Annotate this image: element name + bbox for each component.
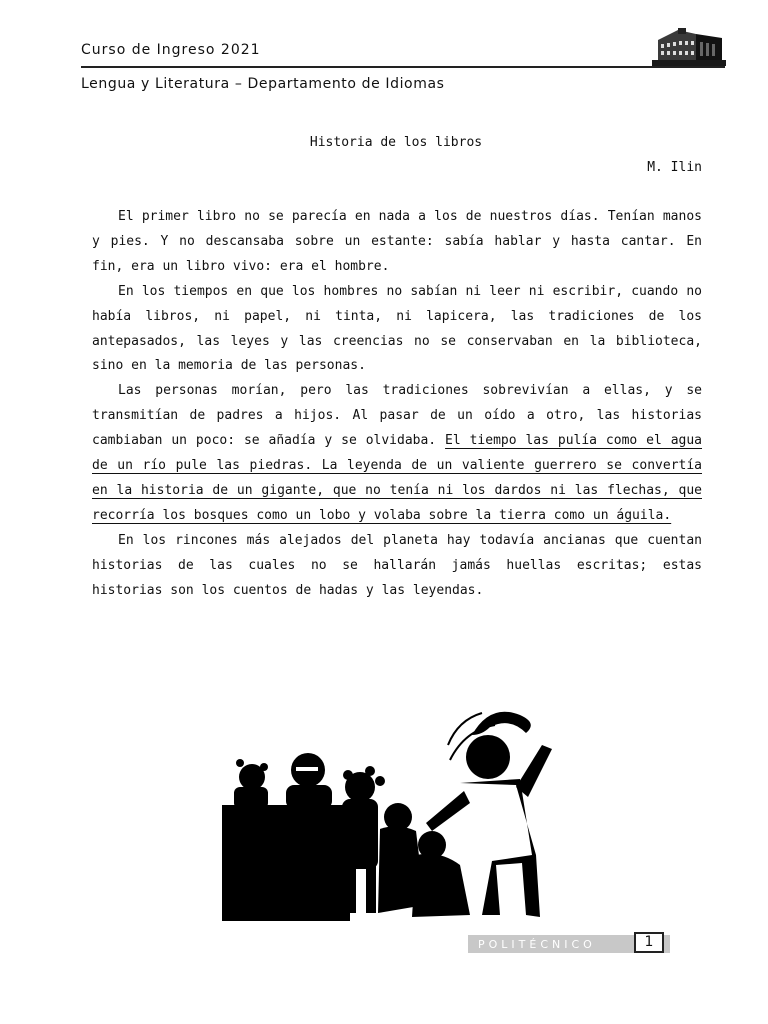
storyteller-silhouette-illustration (220, 705, 560, 923)
paragraph-2: En los tiempos en que los hombres no sabían ni leer ni escribir, cuando no había libros, ni papel, ni tinta, ni lapicera, las tradiciones de los antepasados, las leyes y las creencias no se conservaban en la biblioteca, sino en la memoria de las personas. (92, 283, 702, 374)
header-course: Curso de Ingreso 2021 (81, 42, 261, 58)
paragraph-4: En los rincones más alejados del planeta hay todavía ancianas que cuentan historias de las cuales no se hallarán jamás huellas escritas; estas historias son los cuentos de hadas y las leyendas. (92, 532, 702, 598)
paragraph-1: El primer libro no se parecía en nada a los de nuestros días. Tenían manos y pies. Y no descansaba sobre un estante: sabía hablar y hasta cantar. En fin, era un libro vivo: era el hombre. (92, 209, 702, 274)
paragraph-3-plain: Las personas morían, pero las tradiciones sobrevivían a ellas, y se transmitían de padres a hijos. Al pasar de un oído a otro, las historias cambiaban un poco: se añadía y se olvidaba. (92, 383, 702, 449)
header-divider (81, 66, 725, 68)
building-logo-icon (652, 26, 726, 66)
paragraph-3 (92, 379, 702, 528)
page-number: 1 (634, 932, 664, 953)
document-title: Historia de los libros (309, 135, 483, 150)
footer-label: POLITÉCNICO (478, 938, 596, 951)
document-author: M. Ilin (647, 160, 702, 175)
paragraph-3-underlined: El tiempo las pulía como el agua de un río pule las piedras. La leyenda de un valiente guerrero se convertía en la historia de un gigante, que no tenía ni los dardos ni las flechas, que recorría los bosques como un lobo y volaba sobre la tierra como un águila. (92, 433, 703, 523)
body-text (92, 205, 702, 604)
header-department: Lengua y Literatura – Departamento de Idiomas (81, 76, 445, 92)
